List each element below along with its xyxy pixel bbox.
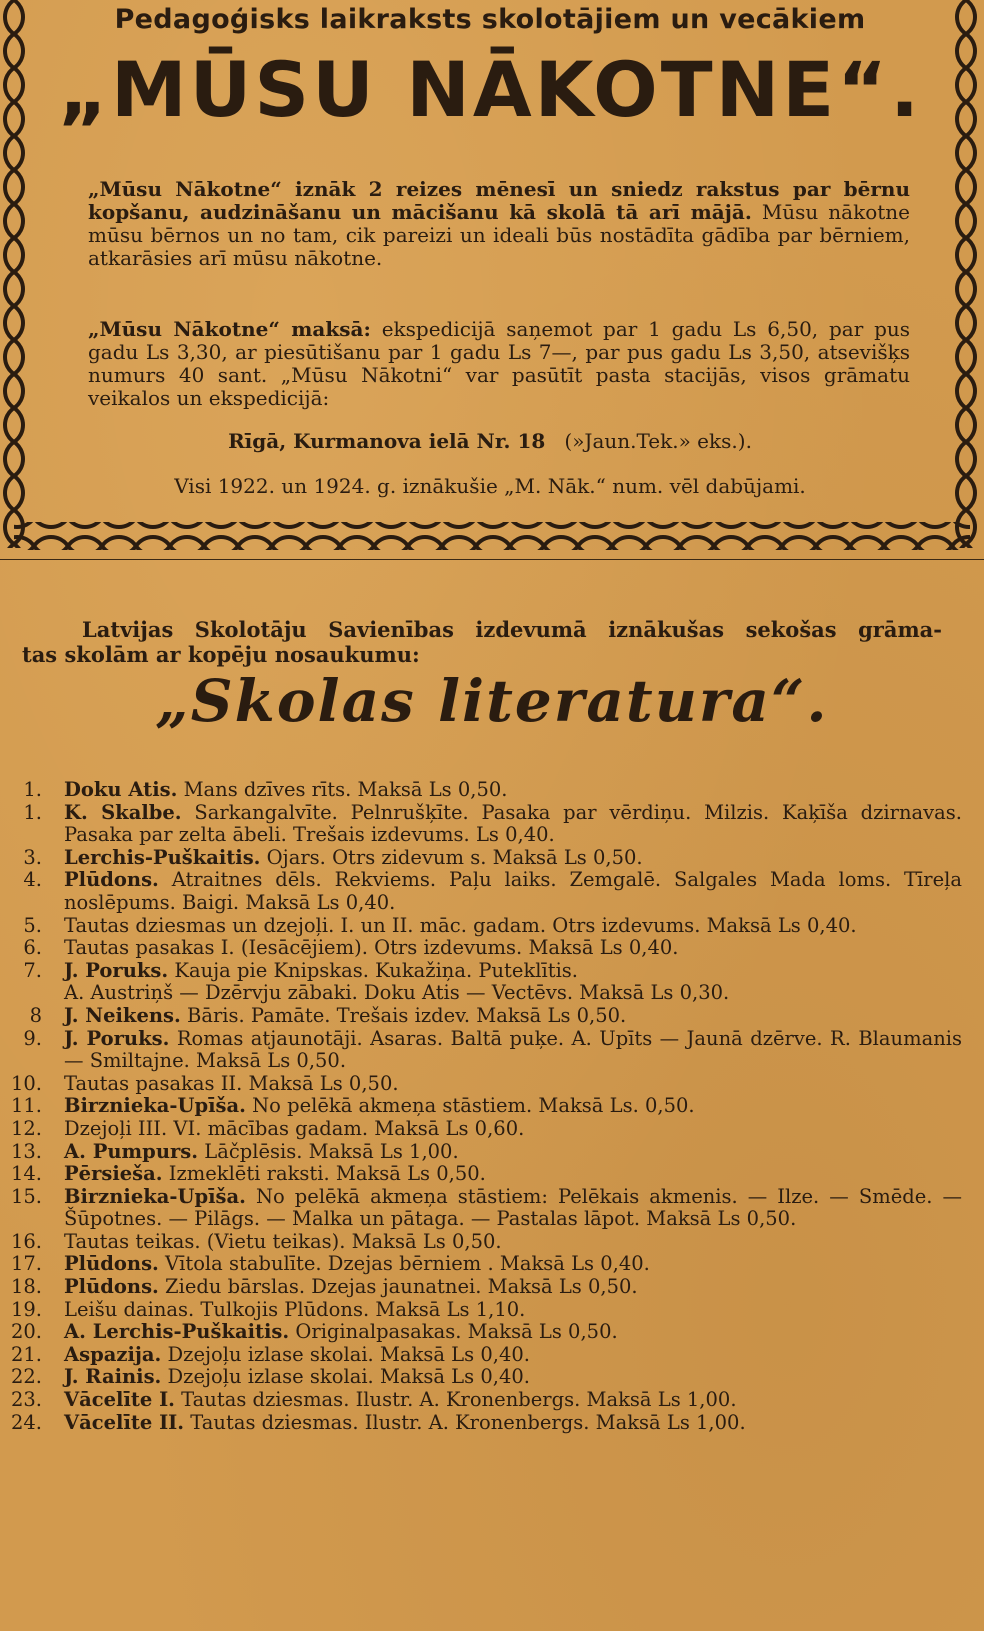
ad-paragraph-prices	[88, 318, 910, 410]
book-item-extra: A. Austriņš — Dzērvju zābaki. Doku Atis — Vectēvs. Maksā Ls 0,30.	[64, 981, 730, 1005]
book-item-author: K. Skalbe.	[64, 800, 182, 824]
book-item	[0, 1389, 984, 1412]
book-item-text	[64, 1412, 962, 1435]
book-item-author: J. Neikens.	[64, 1003, 181, 1027]
book-item-title: Tautas pasakas I. (Iesācējiem). Otrs izdevums. Maksā Ls 0,40.	[64, 936, 679, 960]
book-item-title: Dzejoļu izlase skolai. Maksā Ls 0,40.	[161, 1365, 530, 1389]
book-item-author: Doku Atis.	[64, 778, 178, 801]
book-item-author: J. Poruks.	[64, 958, 169, 982]
book-item-text	[64, 1231, 962, 1254]
book-item	[0, 1276, 984, 1299]
book-item-author: Aspazija.	[64, 1342, 162, 1366]
book-item-text	[64, 847, 962, 870]
book-item-author: Birznieka-Upīša.	[64, 1094, 246, 1118]
book-item	[0, 802, 984, 847]
book-item-number: 1.	[23, 778, 42, 801]
book-item-text	[64, 1321, 962, 1344]
book-item-text	[64, 1253, 962, 1276]
book-item-title: Tautas teikas. (Vietu teikas). Maksā Ls 0,50.	[64, 1229, 502, 1253]
book-item	[0, 1118, 984, 1141]
book-item	[0, 1344, 984, 1367]
ad-prices-text: ekspedicijā saņemot par 1 gadu Ls 6,50, par pus gadu Ls 3,30, ar piesūtišanu par 1 gadu Ls 7—, par pus gadu Ls 3,50, atsevišķs numurs 40 sant. „Mūsu Nākotni“ var pasūtīt pasta stacijās, visos grāmatu veikalos un ekspedicijā:	[88, 317, 911, 410]
book-item	[0, 1028, 984, 1073]
book-item-author: Vācelīte II.	[64, 1410, 185, 1434]
book-item-title: Tautas dziesmas. Ilustr. A. Kronenbergs. Maksā Ls 1,00.	[174, 1388, 737, 1412]
book-item-text	[64, 937, 962, 960]
book-item	[0, 1095, 984, 1118]
book-item	[0, 1366, 984, 1389]
book-item-title: Tautas dziesmas un dzejoļi. I. un II. māc. gadam. Otrs izdevums. Maksā Ls 0,40.	[64, 913, 857, 937]
book-item-number: 18.	[10, 1275, 42, 1299]
book-item	[0, 1231, 984, 1254]
book-item-author: Plūdons.	[64, 868, 159, 892]
ad-description-text: Mūsu nākotne mūsu bērnos un no tam, cik pareizi un ideali būs nostādīta gādība par bērniem, atkarāsies arī mūsu nākotne.	[88, 200, 910, 270]
book-item-number: 1.	[23, 800, 42, 824]
catalog-intro	[22, 617, 942, 667]
ad-paragraph-description	[88, 178, 910, 270]
book-item-title: Ziedu bārslas. Dzejas jaunatnei. Maksā Ls 0,50.	[158, 1275, 638, 1299]
book-item-number: 19.	[10, 1297, 42, 1321]
book-item	[0, 869, 984, 914]
book-item-number: 24.	[10, 1410, 42, 1434]
book-item	[0, 960, 984, 1005]
series-title: „Skolas literatura“.	[155, 667, 829, 735]
catalog-intro-line2: tas skolām ar kopēju nosaukumu:	[22, 642, 420, 667]
book-item-text	[64, 1344, 962, 1367]
book-item-text	[64, 1299, 962, 1322]
ad-address-rest: (»Jaun.Tek.» eks.).	[564, 429, 752, 453]
book-item-text	[64, 779, 962, 802]
ad-header: Pedagoģisks laikraksts skolotājiem un vecākiem	[114, 4, 866, 35]
book-item-number: 15.	[10, 1184, 42, 1208]
book-item-number: 21.	[10, 1342, 42, 1366]
book-item-number: 14.	[10, 1162, 42, 1186]
book-item-number: 7.	[23, 958, 42, 982]
book-item	[0, 1163, 984, 1186]
book-item-author: Plūdons.	[64, 1275, 159, 1299]
book-item-title: Romas atjaunotāji. Asaras. Baltā puķe. A. Upīts — Jaunā dzērve. R. Blaumanis — Smiltajne. Maksā Ls 0,50.	[64, 1026, 962, 1073]
book-item-title: Originalpasakas. Maksā Ls 0,50.	[289, 1320, 618, 1344]
book-item-number: 9.	[23, 1026, 42, 1050]
book-item-title: Dzejoļu izlase skolai. Maksā Ls 0,40.	[161, 1342, 530, 1366]
book-item-number: 13.	[10, 1139, 42, 1163]
book-item-number: 11.	[10, 1094, 42, 1118]
book-item	[0, 1005, 984, 1028]
book-item	[0, 937, 984, 960]
book-item-title: Tautas dziesmas. Ilustr. A. Kronenbergs. Maksā Ls 1,00.	[184, 1410, 746, 1434]
book-item-author: A. Pumpurs.	[64, 1139, 199, 1163]
book-item-text	[64, 1095, 962, 1118]
book-item-author: Plūdons.	[64, 1252, 159, 1276]
book-item-number: 8	[29, 1003, 42, 1027]
book-item-text	[64, 1276, 962, 1299]
book-item-title: Bāris. Pamāte. Trešais izdev. Maksā Ls 0,50.	[180, 1003, 627, 1027]
book-item	[0, 1321, 984, 1344]
book-item-number: 10.	[10, 1071, 42, 1095]
book-item-title: Izmeklēti raksti. Maksā Ls 0,50.	[162, 1162, 486, 1186]
ad-description-bold: „Mūsu Nākotne“ iznāk 2 reizes mēnesī un sniedz rakstus par bērnu kopšanu, audzināšanu un mācišanu kā skolā tā arī mājā.	[88, 177, 910, 224]
book-item-text	[64, 1389, 962, 1412]
book-item-number: 22.	[10, 1365, 42, 1389]
book-item-text	[64, 1163, 962, 1186]
book-item-text	[64, 915, 962, 938]
book-item-title: Atraitnes dēls. Rekviems. Paļu laiks. Zemgalē. Salgales Mada loms. Tīreļa noslēpums. Baigi. Maksā Ls 0,40.	[64, 868, 962, 914]
magazine-advertisement	[50, 0, 930, 530]
book-item	[0, 1186, 984, 1231]
book-item-title: Lāčplēsis. Maksā Ls 1,00.	[198, 1139, 459, 1163]
book-item-title: Kauja pie Knipskas. Kukažiņa. Puteklītis.	[168, 958, 579, 982]
book-item	[0, 1141, 984, 1164]
book-list	[0, 779, 984, 1434]
book-item-number: 4.	[23, 868, 42, 892]
book-item-number: 16.	[10, 1229, 42, 1253]
book-item-title: Mans dzīves rīts. Maksā Ls 0,50.	[177, 778, 508, 801]
book-item-title: No pelēkā akmeņa stāstiem. Maksā Ls. 0,50.	[245, 1094, 695, 1118]
book-item-title: Dzejoļi III. VI. mācības gadam. Maksā Ls 0,60.	[64, 1116, 525, 1140]
book-item-number: 6.	[23, 936, 42, 960]
book-item-text	[64, 1073, 962, 1096]
book-item	[0, 1073, 984, 1096]
ad-availability-note: Visi 1922. un 1924. g. iznākušie „M. Nāk.“ num. vēl dabūjami.	[174, 474, 806, 498]
book-item-number: 12.	[10, 1116, 42, 1140]
book-item-author: Pērsieša.	[64, 1162, 163, 1186]
book-item-text	[64, 1141, 962, 1164]
book-item	[0, 847, 984, 870]
book-item-number: 23.	[10, 1388, 42, 1412]
book-item	[0, 1412, 984, 1435]
book-item-author: J. Poruks.	[64, 1026, 170, 1050]
book-item-author: Lerchis-Puškaitis.	[64, 845, 261, 869]
catalog-intro-line1: Latvijas Skolotāju Savienības izdevumā iznākušas sekošas grāma-	[82, 617, 942, 642]
book-item-title: Tautas pasakas II. Maksā Ls 0,50.	[64, 1071, 399, 1095]
book-item-author: J. Rainis.	[64, 1365, 162, 1389]
book-item-title: Vītola stabulīte. Dzejas bērniem . Maksā Ls 0,40.	[158, 1252, 650, 1276]
book-item-author: Vācelīte I.	[64, 1388, 175, 1412]
book-item-text	[64, 1028, 962, 1073]
book-item-author: A. Lerchis-Puškaitis.	[64, 1320, 290, 1344]
book-item	[0, 915, 984, 938]
book-item-text	[64, 802, 962, 847]
book-item	[0, 779, 984, 802]
book-item-text	[64, 960, 962, 983]
book-item-number: 3.	[23, 845, 42, 869]
book-item-number: 20.	[10, 1320, 42, 1344]
book-item-text	[64, 1366, 962, 1389]
ad-prices-bold: „Mūsu Nākotne“ maksā:	[88, 317, 371, 341]
book-item-title: Sarkangalvīte. Pelnrušķīte. Pasaka par vērdiņu. Milzis. Kaķīša dzirnavas. Pasaka par zelta ābeli. Trešais izdevums. Ls 0,40.	[64, 800, 962, 847]
book-item-author: Birznieka-Upīša.	[64, 1184, 246, 1208]
book-item-title: Ojars. Otrs zidevum s. Maksā Ls 0,50.	[260, 845, 643, 869]
book-item-title: No pelēkā akmeņa stāstiem: Pelēkais akmenis. — Ilze. — Smēde. — Šūpotnes. — Pilāgs. — Malka un pātaga. — Pastalas lāpot. Maksā Ls 0,50.	[64, 1184, 962, 1231]
ad-masthead: „MŪSU NĀKOTNE“.	[58, 45, 922, 134]
book-item-text	[64, 1186, 962, 1231]
book-item-title: Leišu dainas. Tulkojis Plūdons. Maksā Ls 1,10.	[64, 1297, 526, 1321]
book-item-text	[64, 869, 962, 914]
book-item	[0, 1253, 984, 1276]
book-item	[0, 1299, 984, 1322]
ad-address-bold: Rīgā, Kurmanova ielā Nr. 18	[228, 429, 546, 453]
ad-address	[50, 430, 930, 453]
book-item-text	[64, 1118, 962, 1141]
book-item-number: 5.	[23, 913, 42, 937]
book-item-text	[64, 1005, 962, 1028]
book-item-number: 17.	[10, 1252, 42, 1276]
